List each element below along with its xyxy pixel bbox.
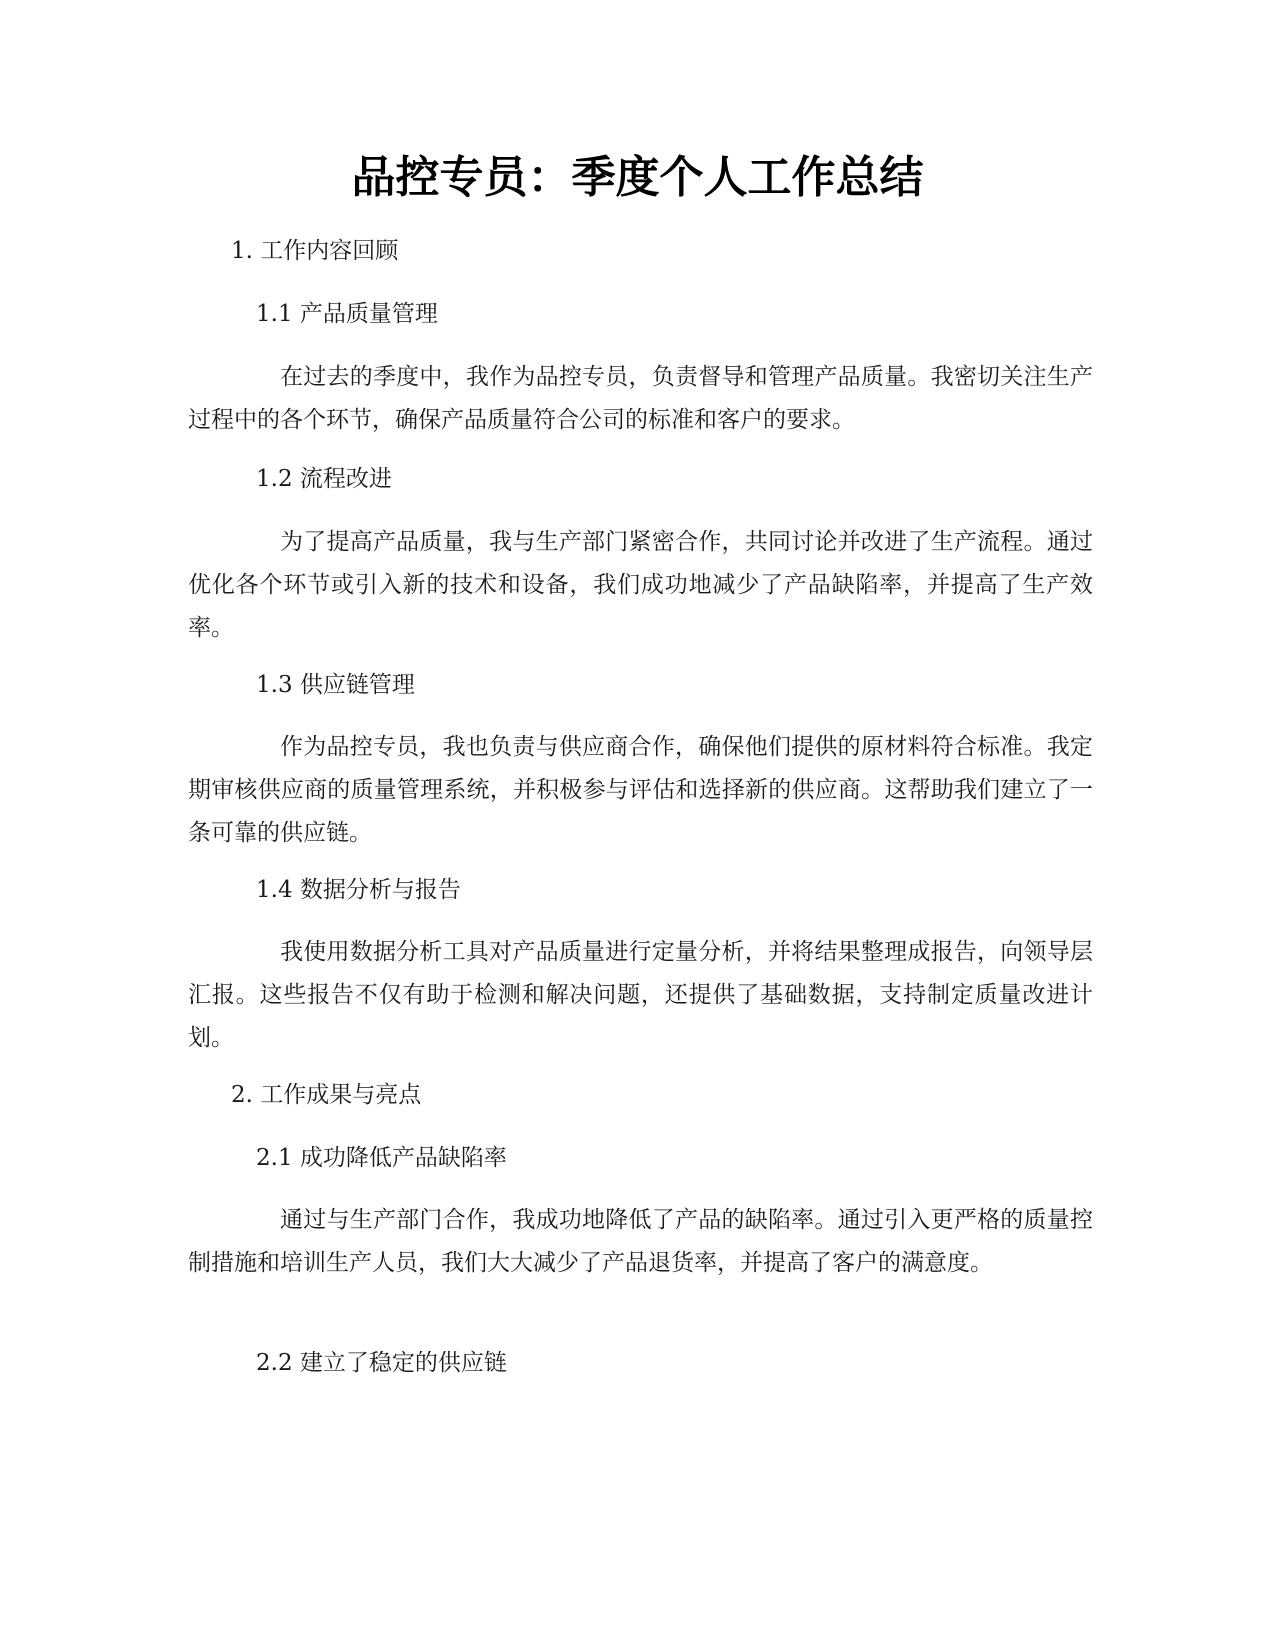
subsection-heading: 1.1 产品质量管理 [256, 301, 438, 327]
subsection-heading: 1.4 数据分析与报告 [256, 877, 461, 903]
paragraph: 为了提高产品质量，我与生产部门紧密合作，共同讨论并改进了生产流程。通过优化各个环节或引入新的技术和设备，我们成功地减少了产品缺陷率，并提高了生产效率。 [188, 529, 1093, 641]
section-heading: 1. 工作内容回顾 [231, 238, 399, 264]
subsection-heading: 1.3 供应链管理 [256, 672, 415, 698]
subsection-heading: 1.2 流程改进 [256, 466, 392, 492]
section-heading: 2. 工作成果与亮点 [231, 1082, 422, 1108]
subsection-heading: 2.2 建立了稳定的供应链 [256, 1350, 507, 1376]
paragraph: 通过与生产部门合作，我成功地降低了产品的缺陷率。通过引入更严格的质量控制措施和培训生产人员，我们大大减少了产品退货率，并提高了客户的满意度。 [188, 1207, 1093, 1276]
paragraph: 作为品控专员，我也负责与供应商合作，确保他们提供的原材料符合标准。我定期审核供应商的质量管理系统，并积极参与评估和选择新的供应商。这帮助我们建立了一条可靠的供应链。 [188, 734, 1093, 846]
subsection-heading: 2.1 成功降低产品缺陷率 [256, 1145, 507, 1171]
paragraph: 在过去的季度中，我作为品控专员，负责督导和管理产品质量。我密切关注生产过程中的各个环节，确保产品质量符合公司的标准和客户的要求。 [188, 364, 1093, 433]
paragraph: 我使用数据分析工具对产品质量进行定量分析，并将结果整理成报告，向领导层汇报。这些报告不仅有助于检测和解决问题，还提供了基础数据，支持制定质量改进计划。 [188, 939, 1093, 1051]
page-title: 品控专员：季度个人工作总结 [351, 152, 924, 203]
